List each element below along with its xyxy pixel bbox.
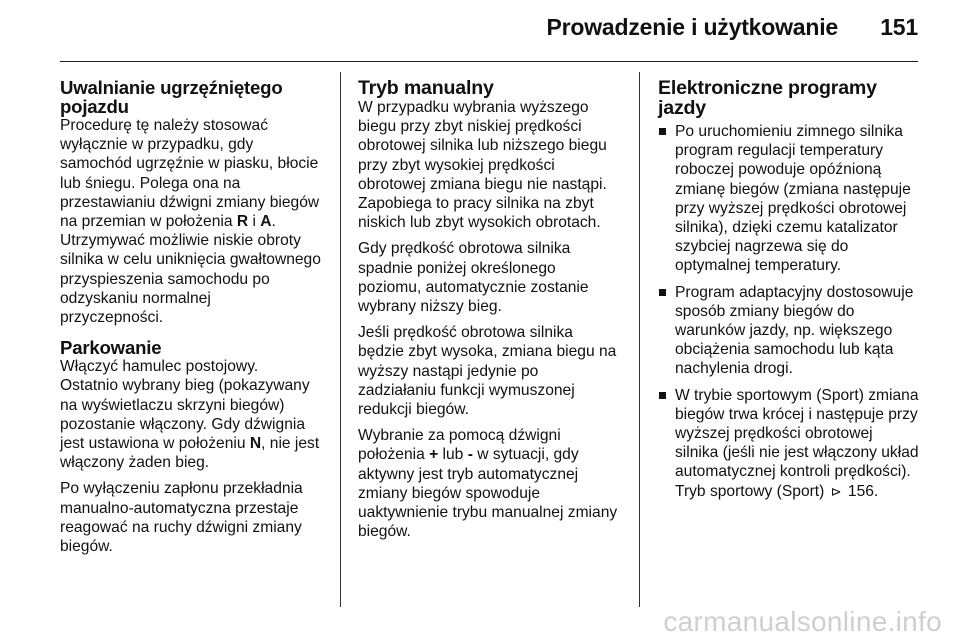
position-n-label: N: [249, 435, 262, 453]
paragraph-manual-2: Gdy prędkość obrotowa silnika spadnie poniżej określonego poziomu, automatycznie zostanie wybrany niższy bieg.: [358, 240, 589, 316]
text-run: i: [248, 213, 261, 231]
paragraph-manual-3: Jeśli prędkość obrotowa silnika będzie zbyt wysoka, zmiana biegu na wyższy nastąpi jedynie po zadziałaniu funkcji wymuszonej redukcji biegów.: [358, 324, 617, 419]
text-run: Wybranie za pomocą dźwigni położenia: [358, 427, 561, 464]
column-divider-1: [340, 72, 341, 607]
column-left: [60, 78, 332, 563]
watermark: carmanualsonline.info: [663, 606, 942, 637]
paragraph-ignition-off: Po wyłączeniu zapłonu przekładnia manualno-automatyczna przestaje reagować na ruchy dźwigni zmiany biegów.: [60, 480, 303, 556]
paragraph-manual-1: W przypadku wybrania wyższego biegu przy zbyt niskiej prędkości obrotowej silnika lub niższego biegu przy zbyt wysokiej prędkości obrotowej zmiana biegu nie nastąpi. Zapobiega to pracy silnika na zbyt niskich lub zbyt wysokich obrotach.: [358, 99, 607, 232]
page-reference-arrow-icon: ⊳: [830, 483, 842, 499]
page-title: Prowadzenie i użytkowanie: [546, 14, 839, 40]
text-run: . Utrzymywać możliwie niskie obroty silnika w celu uniknięcia gwałtownego przyspieszenia samochodu po odzyskaniu normalnej przyczepności.: [60, 213, 321, 327]
header-divider: [60, 61, 918, 62]
list-item: [658, 386, 924, 501]
minus-symbol: -: [467, 446, 473, 464]
list-item-text: W trybie sportowym (Sport) zmiana biegów trwa krócej i następuje przy wyższej prędkości obrotowej silnika (jeśli nie jest włączony układ automatycznej kontroli prędkości). Tryb sportowy (Sport): [675, 386, 919, 500]
list-item: [658, 122, 924, 276]
bullet-square-icon: [659, 392, 666, 399]
text-run: Włączyć hamulec postojowy. Ostatnio wybrany bieg (pokazywany na wyświetlaczu skrzyni biegów) pozostanie włączony. Gdy dźwignia jest ustawiona w położeniu: [60, 358, 310, 453]
list-item-text: Program adaptacyjny dostosowuje sposób zmiany biegów do warunków jazdy, np. większego obciążenia samochodu lub kąta nachylenia drogi.: [675, 283, 914, 378]
column-middle: [358, 78, 628, 548]
column-divider-2: [639, 72, 640, 607]
list-item: [658, 283, 924, 379]
list-item-text: Po uruchomieniu zimnego silnika program regulacji temperatury roboczej powoduje opóźnioną zmianę biegów (zmiana następuje przy wyższej prędkości obrotowej silnika), dzięki czemu katalizator szybciej nagrzewa się do optymalnej temperatury.: [675, 123, 911, 275]
paragraph-parking: [60, 357, 332, 472]
position-a-label: A: [260, 213, 272, 231]
text-run: , nie jest włączony żaden bieg.: [60, 435, 320, 472]
paragraph-unsticking: [60, 116, 332, 327]
bullet-square-icon: [659, 128, 666, 135]
column-right: [658, 78, 924, 508]
paragraph-manual-4: [358, 426, 628, 541]
page-reference: 156.: [843, 482, 879, 500]
page-header: [546, 14, 918, 41]
text-run: w sytuacji, gdy aktywny jest tryb automatycznej zmiany biegów spowoduje uaktywnienie trybu manualnej zmiany biegów.: [358, 446, 618, 541]
bullet-square-icon: [659, 289, 666, 296]
heading-electronic-programs: Elektroniczne programy jazdy: [658, 77, 877, 119]
text-run: lub: [438, 446, 468, 464]
page-number: 151: [880, 14, 918, 40]
heading-parking: Parkowanie: [60, 337, 162, 359]
text-run: Procedurę tę należy stosować wyłącznie w przypadku, gdy samochód ugrzęźnie w piasku, błocie lub śniegu. Polega ona na przestawianiu dźwigni zmiany biegów na przemian w położenia: [60, 117, 320, 231]
position-r-label: R: [236, 213, 249, 231]
heading-unsticking-vehicle: Uwalnianie ugrzęźniętego pojazdu: [60, 77, 283, 117]
plus-symbol: +: [429, 446, 439, 464]
heading-manual-mode: Tryb manualny: [358, 77, 494, 99]
